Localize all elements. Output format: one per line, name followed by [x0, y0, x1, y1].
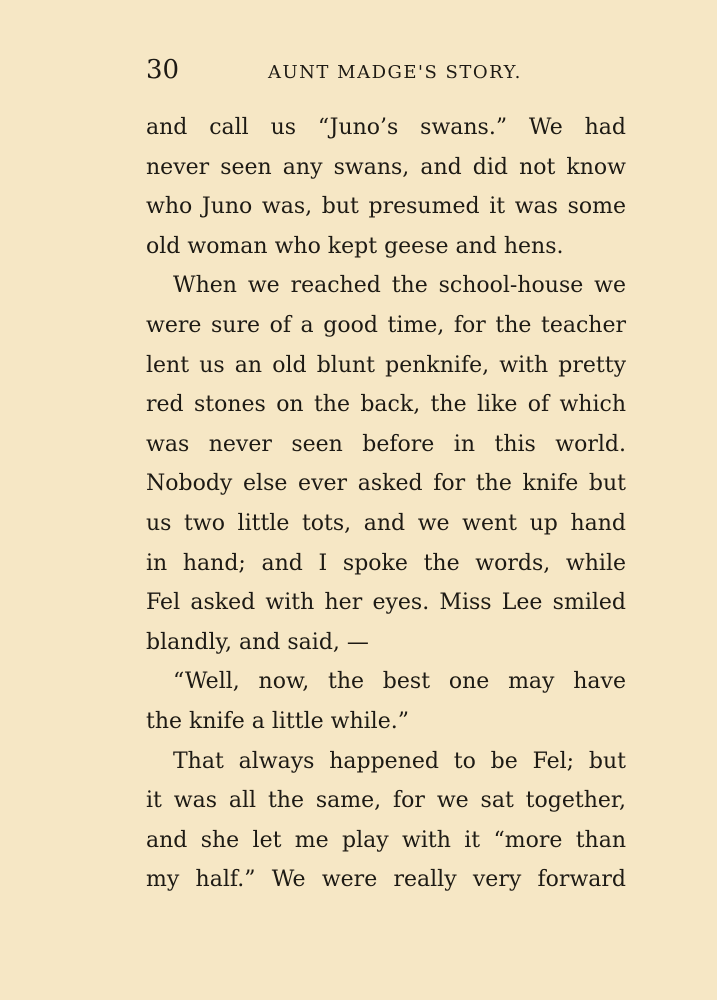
- text-line: it was all the same, for we sat together,: [146, 788, 626, 814]
- text-line: old woman who kept geese and hens.: [146, 233, 564, 259]
- text-line: never seen any swans, and did not know: [146, 154, 626, 180]
- text-line: who Juno was, but presumed it was some: [146, 194, 626, 220]
- text-line: and she let me play with it “more than: [146, 827, 626, 853]
- text-line: in hand; and I spoke the words, while: [146, 550, 626, 576]
- text-line: us two little tots, and we went up hand: [146, 510, 626, 536]
- text-line: and call us “Juno’s swans.” We had: [146, 115, 626, 140]
- text-line: the knife a little while.”: [146, 708, 409, 734]
- text-line: blandly, and said, —: [146, 629, 369, 655]
- page-number: 30: [146, 55, 180, 85]
- text-line: “Well, now, the best one may have: [173, 669, 626, 695]
- page-header: [146, 52, 626, 88]
- running-title: AUNT MADGE'S STORY.: [268, 62, 522, 83]
- text-line: my half.” We were really very forward: [146, 867, 626, 893]
- text-line: was never seen before in this world.: [146, 431, 626, 457]
- text-line: red stones on the back, the like of which: [146, 392, 626, 418]
- text-line: Nobody else ever asked for the knife but: [146, 471, 626, 497]
- body-text: [146, 108, 626, 900]
- text-line: When we reached the school-house we: [173, 273, 626, 299]
- text-line: Fel asked with her eyes. Miss Lee smiled: [146, 590, 626, 616]
- text-line: That always happened to be Fel; but: [173, 748, 626, 774]
- text-line: lent us an old blunt penknife, with pretty: [146, 352, 626, 378]
- text-line: were sure of a good time, for the teacher: [146, 312, 626, 338]
